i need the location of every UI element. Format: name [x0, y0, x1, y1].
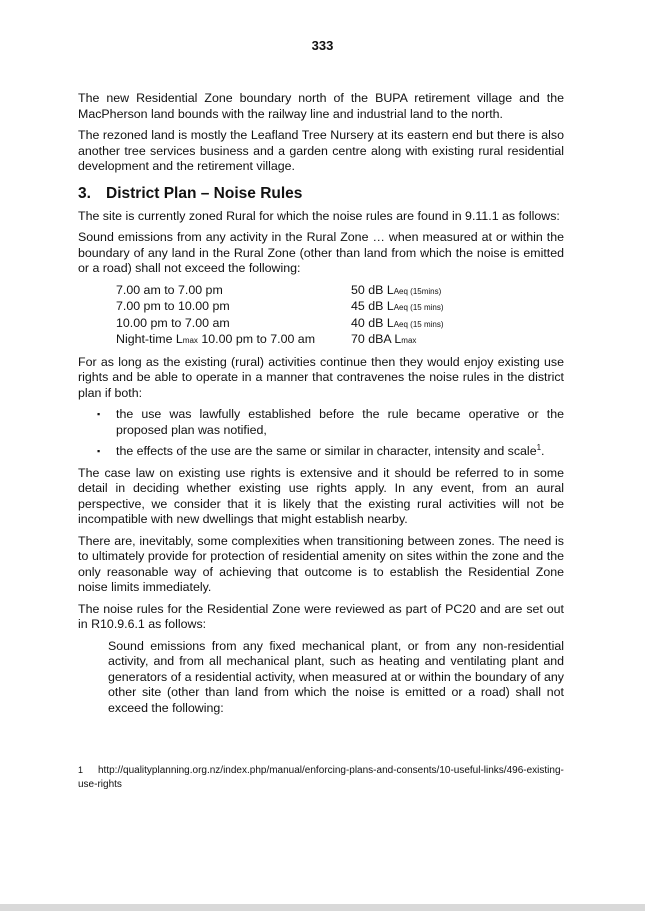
- list-item: ▪ the effects of the use are the same or similar in character, intensity and scale$^1$.: [97, 442, 545, 458]
- paragraph-case-law: The case law on existing use rights is extensive and it should be referred to in some detail in deciding whether existing use rights apply. In any event, from an aural perspective, we consider that it is likely that the existing rural activities will not be incompatible with new dwellings that might establish nearby.: [78, 465, 564, 526]
- rural-noise-limits-table: [116, 283, 444, 349]
- paragraph-rural-sound-emissions: Sound emissions from any activity in the Rural Zone … when measured at or within the boundary of any land in the Rural Zone (other than land from which the noise is emitted or a road) shall not exceed the following:: [78, 230, 564, 275]
- footnote-reference: 1: [536, 442, 542, 452]
- paragraph-existing-use-rights: For as long as the existing (rural) activities continue then they would enjoy existing use rights and be able to operate in a manner that contravenes the noise rules in the district plan if both:: [78, 354, 564, 400]
- paragraph-rural-zoning: The site is currently zoned Rural for which the noise rules are found in 9.11.1 as follows:: [78, 208, 560, 223]
- page-number: 333: [311, 38, 334, 53]
- noise-limit-row: [116, 299, 444, 316]
- section-title: District Plan – Noise Rules: [106, 184, 303, 202]
- paragraph-residential-rules: The noise rules for the Residential Zone were reviewed as part of PC20 and are set out in R10.9.6.1 as follows:: [78, 601, 564, 631]
- noise-limit-row-night: [116, 332, 444, 349]
- noise-value: 70 dBA Lmax: [351, 332, 417, 346]
- conditions-list: [78, 407, 564, 460]
- body-text: [78, 91, 564, 722]
- paragraph-rezoned-land: The rezoned land is mostly the Leafland Tree Nursery at its eastern end but there is also another tree services business and a garden centre along with existing rural residential development and the retirement village.: [78, 128, 564, 173]
- noise-limit-row: [116, 316, 444, 333]
- footnote-number: 1: [78, 765, 84, 775]
- noise-value: 45 dB LAeq (15 mins): [351, 299, 444, 313]
- noise-value: 40 dB LAeq (15 mins): [351, 315, 444, 330]
- noise-time: 7.00 am to 7.00 pm: [116, 282, 223, 297]
- page-bottom-edge: [0, 904, 645, 911]
- paragraph-transition: There are, inevitably, some complexities when transitioning between zones. The need is to ultimately provide for protection of residential amenity on sites within the zone and the only reasonable way of achieving that outcome is to establish the Residential Zone noise limits immediately.: [78, 533, 564, 594]
- paragraph-residential-boundary: The new Residential Zone boundary north of the BUPA retirement village and the MacPherson land bounds with the railway line and industrial land to the north.: [78, 91, 564, 121]
- list-item: ▪ the use was lawfully established before the rule became operative or the proposed plan was notified,: [97, 407, 564, 437]
- bullet-icon: ▪: [97, 446, 101, 456]
- bullet-icon: ▪: [97, 409, 101, 419]
- noise-value: 50 dB LAeq (15mins): [351, 282, 442, 297]
- footnote: [78, 763, 564, 792]
- noise-limit-row: [116, 283, 444, 300]
- section-heading: [78, 185, 564, 203]
- noise-time: Night-time Lmax 10.00 pm to 7.00 am: [116, 332, 316, 346]
- quoted-rule: Sound emissions from any fixed mechanical plant, or from any non-residential activity, and from all mechanical plant, such as heating and ventilating plant and generators of a residential activity, when measured at or within the boundary of any other site (other than land from which the noise is emitted or a road) shall not exceed the following:: [108, 638, 564, 715]
- footnote-link[interactable]: http://qualityplanning.org.nz/index.php/manual/enforcing-plans-and-consents/10-useful-links/496-existing-use-rights: [78, 765, 564, 790]
- noise-time: 10.00 pm to 7.00 am: [116, 315, 230, 330]
- noise-time: 7.00 pm to 10.00 pm: [116, 299, 230, 313]
- section-number: 3.: [78, 184, 91, 202]
